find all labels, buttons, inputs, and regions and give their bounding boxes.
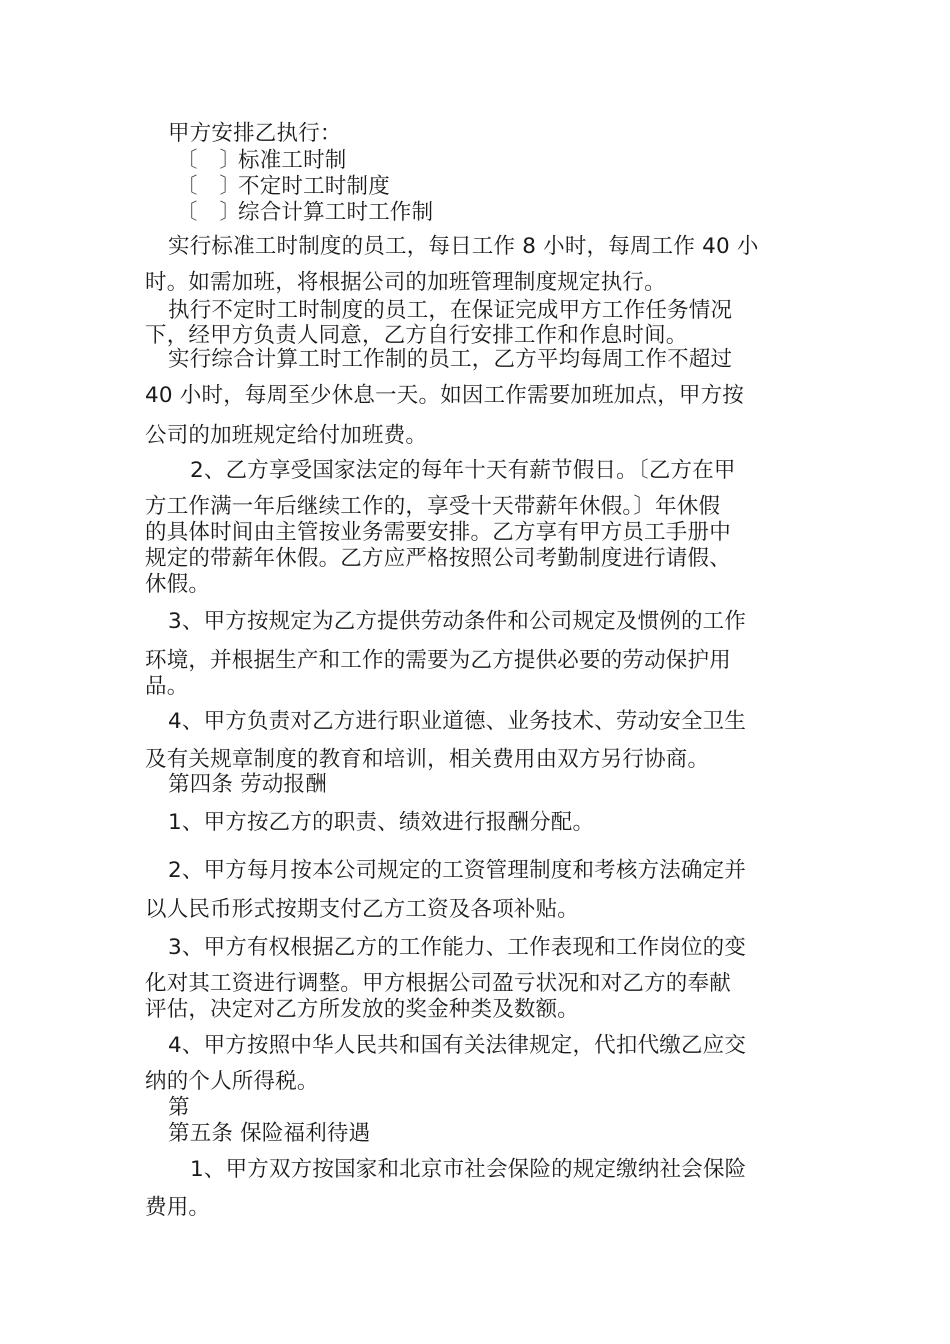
article-5-title: 第五条 保险福利待遇 [168,1121,371,1146]
paragraph-line: 实行标准工时制度的员工，每日工作 8 小时，每周工作 40 小 [168,234,759,259]
checkbox-bracket: 〔 〕 [176,148,242,173]
paragraph-line: 的具体时间由主管按业务需要安排。乙方享有甲方员工手册中 [145,520,731,545]
checkbox-bracket: 〔 〕 [176,200,242,225]
paragraph-line: 时。如需加班，将根据公司的加班管理制度规定执行。 [145,270,666,295]
option-label: 综合计算工时工作制 [238,200,434,225]
paragraph-line: 品。 [145,674,189,699]
paragraph-line: 4、甲方按照中华人民共和国有关法律规定，代扣代缴乙应交 [168,1033,747,1058]
paragraph-line: 下，经甲方负责人同意，乙方自行安排工作和作息时间。 [145,323,688,348]
paragraph-line: 执行不定时工时制度的员工，在保证完成甲方工作任务情况 [168,298,733,323]
paragraph-line: 1、甲方双方按国家和北京市社会保险的规定缴纳社会保险 [190,1157,747,1182]
option-label: 不定时工时制度 [238,174,390,199]
checkbox-bracket: 〔 〕 [176,174,242,199]
paragraph-line: 规定的带薪年休假。乙方应严格按照公司考勤制度进行请假、 [145,546,731,571]
paragraph-line: 及有关规章制度的教育和培训，相关费用由双方另行协商。 [145,747,710,772]
paragraph-line: 公司的加班规定给付加班费。 [145,423,428,448]
paragraph-line: 费用。 [145,1195,211,1220]
paragraph-line: 实行综合计算工时工作制的员工，乙方平均每周工作不超过 [168,347,733,372]
paragraph-line: 40 小时，每周至少休息一天。如因工作需要加班加点，甲方按 [145,383,744,408]
option-comprehensive [176,200,841,226]
paragraph-line: 1、甲方按乙方的职责、绩效进行报酬分配。 [168,810,595,835]
paragraph-line: 纳的个人所得税。 [145,1069,319,1094]
paragraph-line: 休假。 [145,572,211,597]
paragraph-line: 环境，并根据生产和工作的需要为乙方提供必要的劳动保护用 [145,648,731,673]
article-4-title: 第四条 劳动报酬 [168,772,327,797]
paragraph-line: 2、乙方享受国家法定的每年十天有薪节假日。〔乙方在甲 [190,458,736,483]
paragraph-line: 以人民币形式按期支付乙方工资及各项补贴。 [145,897,580,922]
paragraph-line: 评估，决定对乙方所发放的奖金种类及数额。 [145,997,580,1022]
work-hours-intro: 甲方安排乙执行： [168,121,342,146]
paragraph-line: 3、甲方按规定为乙方提供劳动条件和公司规定及惯例的工作 [168,609,747,634]
stray-fragment: 第 [168,1095,190,1120]
option-standard [176,148,841,174]
paragraph-line: 化对其工资进行调整。甲方根据公司盈亏状况和对乙方的奉献 [145,971,731,996]
paragraph-line: 3、甲方有权根据乙方的工作能力、工作表现和工作岗位的变 [168,935,747,960]
paragraph-line: 方工作满一年后继续工作的，享受十天带薪年休假。〕年休假 [145,494,721,519]
option-label: 标准工时制 [238,148,347,173]
paragraph-line: 2、甲方每月按本公司规定的工资管理制度和考核方法确定并 [168,858,747,883]
option-flexible [176,174,841,200]
paragraph-line: 4、甲方负责对乙方进行职业道德、业务技术、劳动安全卫生 [168,709,747,734]
